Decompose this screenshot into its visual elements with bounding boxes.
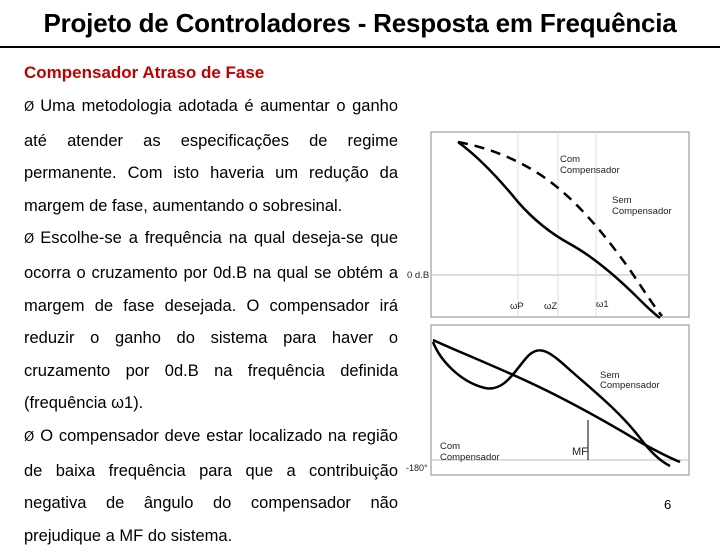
bullet-text: Uma metodologia adotada é aumentar o ganho até atender as especificações de regime permanente. Com isto haveria um redução da margem de fase, aumentando o sobresinal. — [24, 97, 398, 215]
bode-diagram — [400, 120, 700, 480]
slide-title: Projeto de Controladores - Resposta em Frequência — [43, 8, 677, 38]
wp-label: ωP — [510, 301, 524, 312]
arrow-bullet-icon: Ø — [24, 100, 35, 115]
com-label-line1: Com — [560, 154, 581, 165]
bullet-text: O compensador deve estar localizado na região de baixa frequência para que a contribuição negativa de ângulo do compensador não prejudique a MF do sistema. — [24, 426, 398, 545]
sem-label-line2: Compensador — [612, 206, 672, 217]
compensated-magnitude-curve — [458, 142, 660, 318]
phase-com-label-line1: Com — [440, 441, 461, 452]
minus-180-label: -180° — [406, 463, 428, 473]
sem-label-line1: Sem — [612, 195, 632, 206]
magnitude-plot — [407, 132, 689, 318]
w1-label: ω1 — [596, 299, 609, 310]
mf-label: MF — [572, 446, 588, 458]
com-label-line2: Compensador — [560, 165, 620, 176]
zero-db-label: 0 d.B — [407, 270, 430, 281]
compensated-phase-curve — [433, 342, 670, 466]
phase-sem-label-line2: Compensador — [600, 380, 660, 391]
phase-com-label-line2: Compensador — [440, 452, 500, 463]
title-divider — [0, 46, 720, 48]
slide-subtitle: Compensador Atraso de Fase — [24, 63, 265, 82]
arrow-bullet-icon: Ø — [24, 232, 35, 248]
bullet-item — [24, 222, 398, 420]
arrow-bullet-icon: Ø — [24, 429, 35, 445]
page-number: 6 — [664, 497, 672, 512]
phase-sem-label-line1: Sem — [600, 370, 620, 381]
bullet-list — [24, 90, 398, 552]
bullet-text: Escolhe-se a frequência na qual deseja-se que ocorra o cruzamento por 0d.B na qual se obtém a margem de fase desejada. O compensador irá reduzir o ganho do sistema para haver o cruzamento por 0d.B na frequência definida (frequência ω1). — [24, 229, 398, 413]
bullet-item — [24, 420, 398, 552]
bullet-item — [24, 90, 398, 222]
wz-label: ωZ — [544, 301, 558, 312]
phase-plot — [406, 325, 689, 475]
